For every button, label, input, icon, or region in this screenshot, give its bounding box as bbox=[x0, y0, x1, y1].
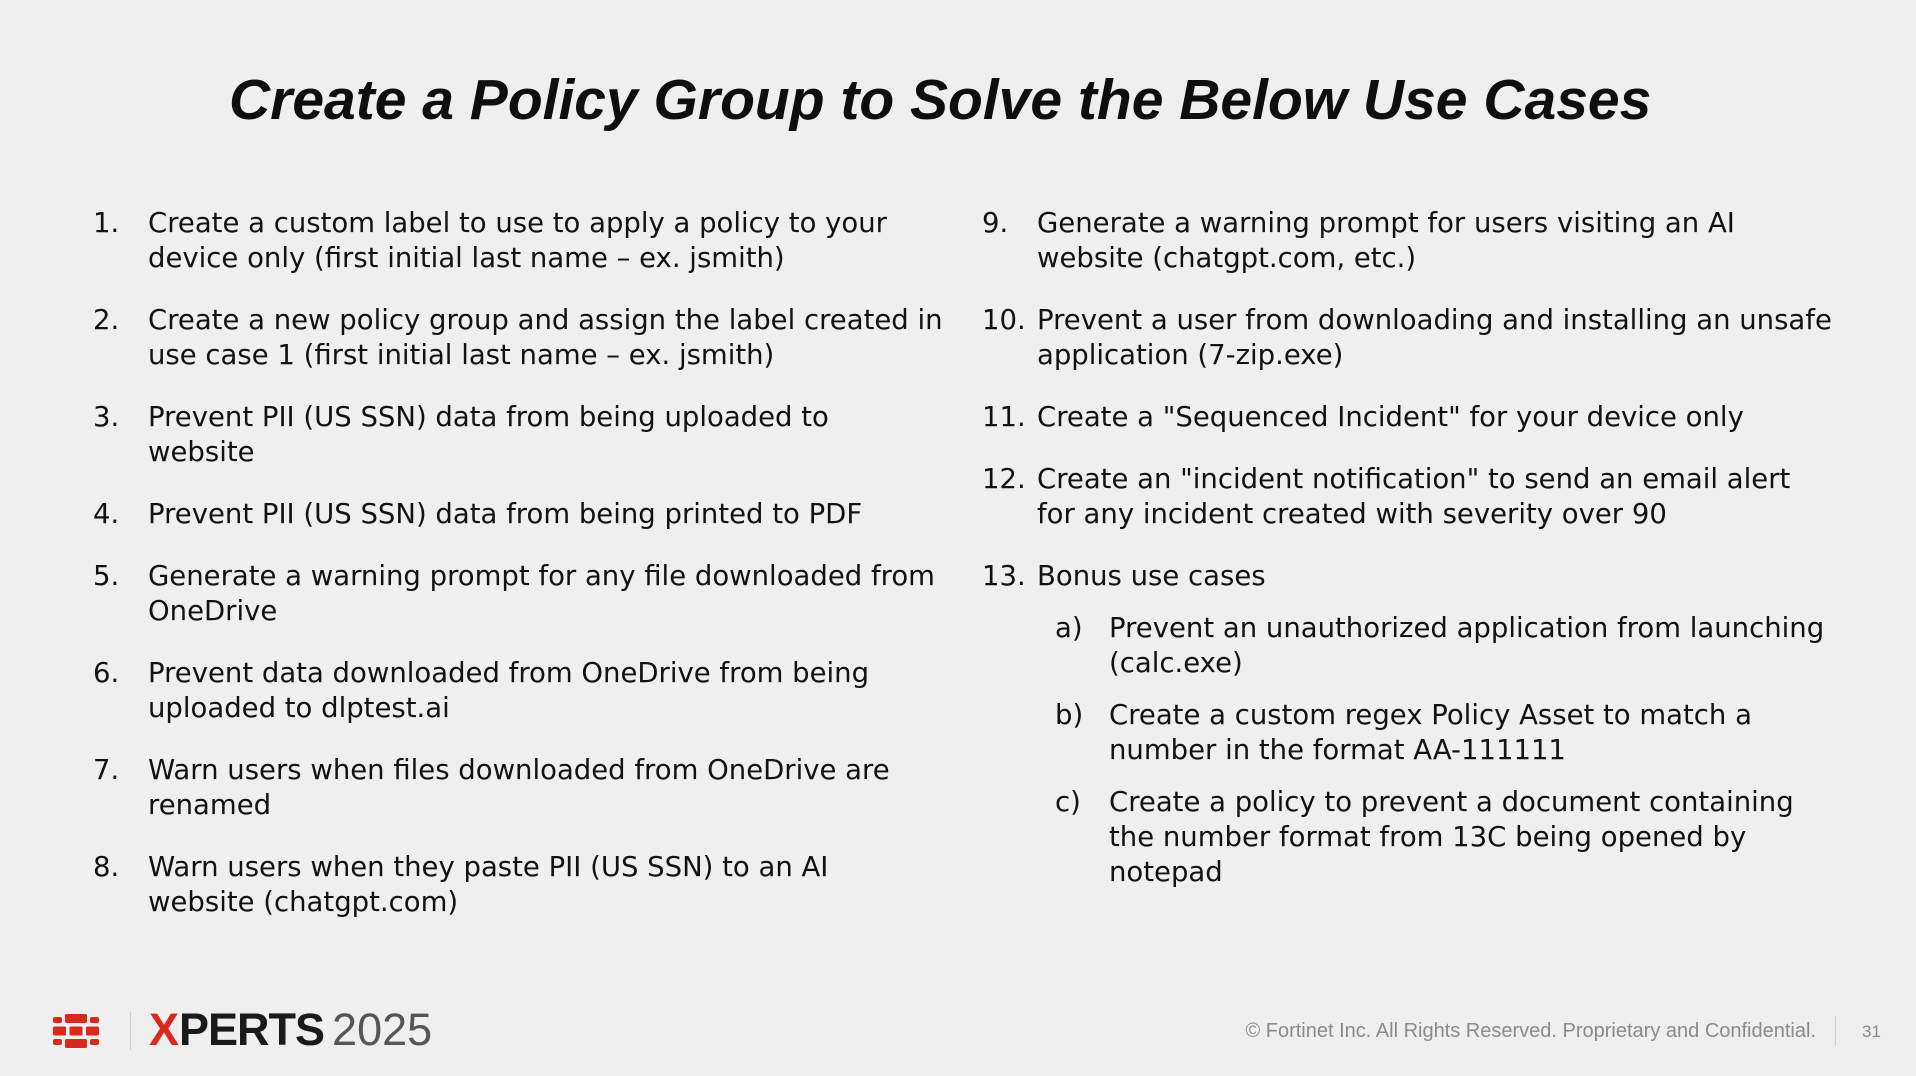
list-item bbox=[93, 850, 943, 920]
item-text: Bonus use cases bbox=[1037, 560, 1266, 592]
item-number: 1. bbox=[93, 207, 120, 239]
sub-list-item bbox=[1037, 611, 1832, 681]
list-item bbox=[982, 206, 1832, 276]
item-text: Create a new policy group and assign the label created in use case 1 (first initial last name – ex. jsmith) bbox=[148, 304, 943, 371]
item-number: 4. bbox=[93, 498, 120, 530]
list-item bbox=[982, 400, 1832, 435]
footer-divider bbox=[130, 1012, 131, 1050]
list-item bbox=[93, 753, 943, 823]
item-number: 5. bbox=[93, 560, 120, 592]
sub-item-text: Prevent an unauthorized application from launching (calc.exe) bbox=[1109, 612, 1825, 679]
sub-list-item bbox=[1037, 698, 1832, 768]
xperts-brand-logo bbox=[149, 1004, 432, 1056]
item-text: Warn users when files downloaded from OneDrive are renamed bbox=[148, 754, 890, 821]
sub-list-item bbox=[1037, 785, 1832, 890]
item-number: 3. bbox=[93, 401, 120, 433]
use-case-list-right bbox=[982, 206, 1832, 917]
use-case-list-left bbox=[93, 206, 943, 947]
fortinet-logo-icon bbox=[53, 1014, 99, 1048]
item-text: Create an "incident notification" to send an email alert for any incident created with severity over 90 bbox=[1037, 463, 1791, 530]
footer-divider-right bbox=[1835, 1016, 1836, 1046]
list-item bbox=[93, 497, 943, 532]
sub-item-text: Create a custom regex Policy Asset to match a number in the format AA-111111 bbox=[1109, 699, 1752, 766]
item-text: Create a custom label to use to apply a policy to your device only (first initial last name – ex. jsmith) bbox=[148, 207, 887, 274]
item-text: Generate a warning prompt for users visiting an AI website (chatgpt.com, etc.) bbox=[1037, 207, 1735, 274]
item-number: 9. bbox=[982, 207, 1009, 239]
sub-item-letter: c) bbox=[1055, 786, 1081, 818]
copyright-notice: © Fortinet Inc. All Rights Reserved. Proprietary and Confidential. bbox=[1245, 1020, 1816, 1042]
item-text: Create a "Sequenced Incident" for your device only bbox=[1037, 401, 1744, 433]
item-number: 11. bbox=[982, 401, 1026, 433]
item-text: Prevent data downloaded from OneDrive from being uploaded to dlptest.ai bbox=[148, 657, 870, 724]
item-number: 6. bbox=[93, 657, 120, 689]
slide-title: Create a Policy Group to Solve the Below Use Cases bbox=[229, 68, 1652, 132]
item-number: 7. bbox=[93, 754, 120, 786]
sub-item-letter: b) bbox=[1055, 699, 1084, 731]
item-text: Prevent a user from downloading and installing an unsafe application (7-zip.exe) bbox=[1037, 304, 1832, 371]
item-text: Prevent PII (US SSN) data from being uploaded to website bbox=[148, 401, 829, 468]
bonus-sub-list bbox=[1037, 611, 1832, 890]
sub-item-text: Create a policy to prevent a document containing the number format from 13C being opened by notepad bbox=[1109, 786, 1794, 888]
bonus-list-item bbox=[982, 559, 1832, 890]
item-text: Generate a warning prompt for any file downloaded from OneDrive bbox=[148, 560, 935, 627]
item-number: 12. bbox=[982, 463, 1026, 495]
item-number: 8. bbox=[93, 851, 120, 883]
sub-item-letter: a) bbox=[1055, 612, 1083, 644]
list-item bbox=[93, 656, 943, 726]
item-number: 10. bbox=[982, 304, 1026, 336]
page-number: 31 bbox=[1862, 1022, 1881, 1041]
item-number: 13. bbox=[982, 560, 1026, 592]
list-item bbox=[982, 303, 1832, 373]
list-item bbox=[93, 559, 943, 629]
list-item bbox=[93, 303, 943, 373]
item-text: Prevent PII (US SSN) data from being printed to PDF bbox=[148, 498, 863, 530]
brand-year: 2025 bbox=[332, 1004, 433, 1055]
list-item bbox=[982, 462, 1832, 532]
item-text: Warn users when they paste PII (US SSN) to an AI website (chatgpt.com) bbox=[148, 851, 829, 918]
brand-x: X bbox=[149, 1004, 180, 1055]
brand-perts: PERTS bbox=[179, 1004, 325, 1055]
list-item bbox=[93, 400, 943, 470]
list-item bbox=[93, 206, 943, 276]
item-number: 2. bbox=[93, 304, 120, 336]
